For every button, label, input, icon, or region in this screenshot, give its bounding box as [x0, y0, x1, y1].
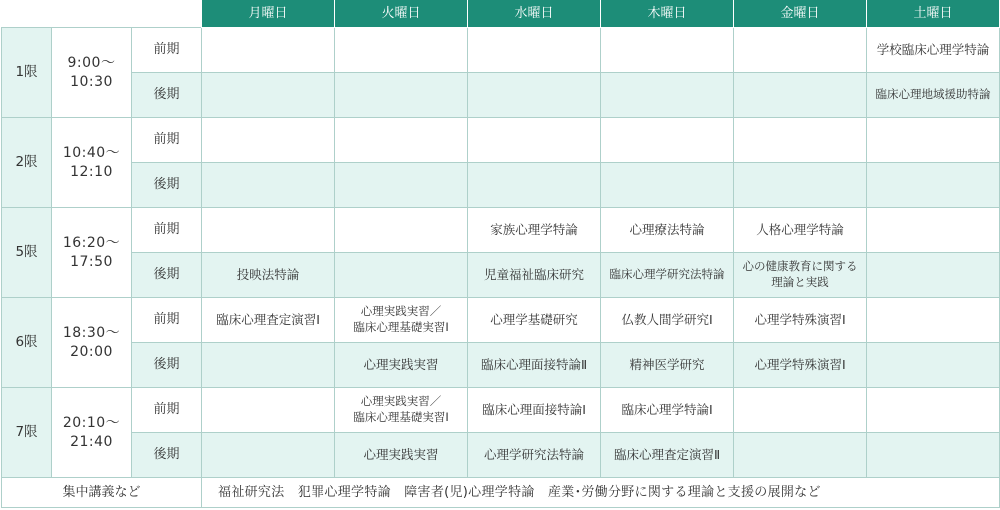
course-cell-fri [734, 73, 867, 118]
course-cell-wed: 臨床心理面接特論Ⅰ [468, 388, 601, 433]
course-cell-tue: 心理実践実習 [335, 433, 468, 478]
day-header-fri: 金曜日 [734, 0, 867, 28]
course-cell-fri: 心理学特殊演習Ⅰ [734, 298, 867, 343]
day-header-sat: 土曜日 [867, 0, 1000, 28]
period-time [52, 28, 132, 118]
course-cell-wed [468, 163, 601, 208]
intensive-row [2, 478, 1000, 508]
course-cell-thu: 心理療法特論 [601, 208, 734, 253]
period-time [52, 388, 132, 478]
course-cell-sat [867, 208, 1000, 253]
course-name-line: 心理実践実習／ [360, 394, 442, 409]
course-cell-sat [867, 118, 1000, 163]
course-cell-tue [335, 208, 468, 253]
period-row [2, 208, 1000, 253]
period-row [2, 433, 1000, 478]
course-cell-thu: 臨床心理学研究法特論 [601, 253, 734, 298]
course-cell-tue [335, 253, 468, 298]
course-cell-wed: 児童福祉臨床研究 [468, 253, 601, 298]
course-cell-thu [601, 73, 734, 118]
course-cell-thu [601, 118, 734, 163]
course-cell-sat: 臨床心理地域援助特論 [867, 73, 1000, 118]
term-label: 前期 [132, 388, 202, 433]
course-cell-sat: 学校臨床心理学特論 [867, 28, 1000, 73]
period-row [2, 253, 1000, 298]
period-label: 1限 [2, 28, 52, 118]
course-cell-mon [202, 73, 335, 118]
period-label: 6限 [2, 298, 52, 388]
term-label: 後期 [132, 343, 202, 388]
course-cell-mon [202, 433, 335, 478]
course-cell-fri [734, 163, 867, 208]
course-cell-sat [867, 343, 1000, 388]
period-start-time: 10:40〜 [62, 144, 121, 161]
course-cell-fri: 心理学特殊演習Ⅰ [734, 343, 867, 388]
period-row [2, 28, 1000, 73]
period-end-time: 12:10 [70, 163, 113, 180]
intensive-label: 集中講義など [2, 478, 202, 508]
day-header-thu: 木曜日 [601, 0, 734, 28]
course-cell-mon [202, 118, 335, 163]
course-cell-thu [601, 163, 734, 208]
header-corner [2, 0, 202, 28]
course-name-line: 心理実践実習／ [360, 304, 442, 319]
course-cell-thu: 臨床心理学特論Ⅰ [601, 388, 734, 433]
course-cell-sat [867, 433, 1000, 478]
term-label: 前期 [132, 298, 202, 343]
course-cell-tue [335, 118, 468, 163]
course-cell-wed [468, 73, 601, 118]
course-name-line: 理論と実践 [771, 275, 829, 289]
period-end-time: 20:00 [70, 343, 113, 360]
term-label: 後期 [132, 433, 202, 478]
course-cell-wed: 心理学基礎研究 [468, 298, 601, 343]
course-cell-wed: 家族心理学特論 [468, 208, 601, 253]
course-name-line: 心の健康教育に関する [742, 259, 858, 274]
term-label: 後期 [132, 253, 202, 298]
period-time [52, 208, 132, 298]
period-end-time: 21:40 [70, 433, 113, 450]
period-row [2, 163, 1000, 208]
period-time [52, 298, 132, 388]
course-cell-tue [335, 163, 468, 208]
term-label: 前期 [132, 208, 202, 253]
course-name-line: 臨床心理基礎実習Ⅰ [353, 410, 449, 424]
period-row [2, 298, 1000, 343]
course-cell-tue: 心理実践実習 [335, 343, 468, 388]
course-cell-thu [601, 28, 734, 73]
period-row [2, 388, 1000, 433]
course-cell-wed: 臨床心理面接特論Ⅱ [468, 343, 601, 388]
course-cell-fri [734, 28, 867, 73]
timetable [1, 0, 1000, 508]
course-cell-fri [734, 433, 867, 478]
course-cell-mon [202, 28, 335, 73]
period-row [2, 118, 1000, 163]
day-header-tue: 火曜日 [335, 0, 468, 28]
period-row [2, 73, 1000, 118]
period-time [52, 118, 132, 208]
course-cell-fri [734, 253, 867, 298]
course-cell-mon: 臨床心理査定演習Ⅰ [202, 298, 335, 343]
intensive-courses: 福祉研究法 犯罪心理学特論 障害者(児)心理学特論 産業･労働分野に関する理論と支援の展開など [202, 478, 1000, 508]
course-cell-fri [734, 388, 867, 433]
period-end-time: 17:50 [70, 253, 113, 270]
period-label: 7限 [2, 388, 52, 478]
period-start-time: 18:30〜 [62, 324, 121, 341]
course-cell-thu: 精神医学研究 [601, 343, 734, 388]
course-cell-wed [468, 28, 601, 73]
term-label: 前期 [132, 28, 202, 73]
course-cell-wed: 心理学研究法特論 [468, 433, 601, 478]
course-cell-mon [202, 163, 335, 208]
period-start-time: 20:10〜 [62, 414, 121, 431]
course-cell-tue [335, 73, 468, 118]
term-label: 前期 [132, 118, 202, 163]
course-cell-sat [867, 163, 1000, 208]
course-name-line: 臨床心理基礎実習Ⅰ [353, 320, 449, 334]
course-cell-wed [468, 118, 601, 163]
course-cell-thu: 仏教人間学研究Ⅰ [601, 298, 734, 343]
day-header-wed: 水曜日 [468, 0, 601, 28]
day-header-mon: 月曜日 [202, 0, 335, 28]
period-label: 2限 [2, 118, 52, 208]
course-cell-fri: 人格心理学特論 [734, 208, 867, 253]
period-start-time: 16:20〜 [62, 234, 121, 251]
course-cell-sat [867, 253, 1000, 298]
period-label: 5限 [2, 208, 52, 298]
course-cell-sat [867, 388, 1000, 433]
course-cell-tue [335, 388, 468, 433]
period-start-time: 9:00〜 [67, 54, 116, 71]
period-row [2, 343, 1000, 388]
course-cell-tue [335, 28, 468, 73]
term-label: 後期 [132, 163, 202, 208]
course-cell-mon [202, 208, 335, 253]
course-cell-thu: 臨床心理査定演習Ⅱ [601, 433, 734, 478]
period-end-time: 10:30 [70, 73, 113, 90]
course-cell-mon [202, 343, 335, 388]
header-row [2, 0, 1000, 28]
course-cell-tue [335, 298, 468, 343]
course-cell-sat [867, 298, 1000, 343]
course-cell-fri [734, 118, 867, 163]
course-cell-mon: 投映法特論 [202, 253, 335, 298]
course-cell-mon [202, 388, 335, 433]
term-label: 後期 [132, 73, 202, 118]
